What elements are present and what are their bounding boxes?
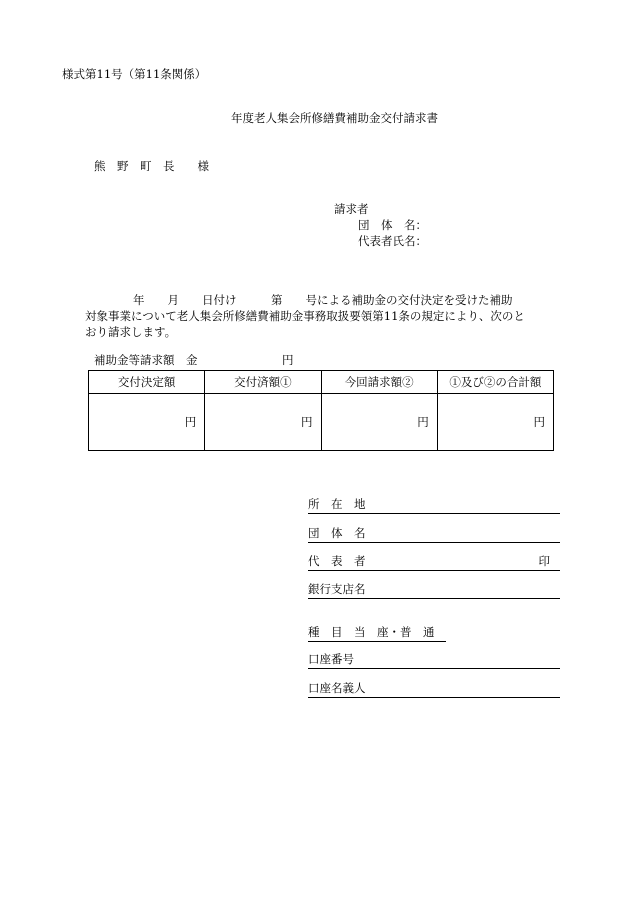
table-header-row bbox=[89, 371, 554, 394]
group-label: 団 体 名 bbox=[308, 526, 366, 540]
request-amount-unit: 円 bbox=[282, 353, 294, 367]
document-title: 年度老人集会所修繕費補助金交付請求書 bbox=[231, 111, 438, 125]
account-type-underline bbox=[308, 641, 446, 642]
requester-heading: 請求者 bbox=[334, 202, 369, 216]
representative-name-label: 代表者氏名： bbox=[358, 234, 427, 248]
representative-field bbox=[308, 554, 560, 571]
table-cell-paid: 円 bbox=[205, 394, 321, 451]
table-header-total: ①及び②の合計額 bbox=[437, 371, 553, 394]
location-label: 所 在 地 bbox=[308, 497, 366, 511]
bank-branch-label: 銀行支店名 bbox=[308, 582, 366, 596]
group-field bbox=[308, 526, 560, 543]
account-holder-field bbox=[308, 681, 560, 698]
table-header-decided: 交付決定額 bbox=[89, 371, 205, 394]
bank-branch-field bbox=[308, 582, 560, 599]
table-cell-total: 円 bbox=[437, 394, 553, 451]
table-cell-current-request: 円 bbox=[321, 394, 437, 451]
account-holder-label: 口座名義人 bbox=[308, 681, 366, 695]
addressee: 熊 野 町 長 様 bbox=[94, 159, 209, 173]
account-number-label: 口座番号 bbox=[308, 652, 354, 666]
amount-table bbox=[88, 370, 554, 451]
body-text-line3: おり請求します。 bbox=[85, 325, 177, 339]
seal-label: 印 bbox=[538, 554, 550, 568]
group-name-label: 団 体 名： bbox=[358, 218, 427, 232]
body-text-line1: 年 月 日付け 第 号による補助金の交付決定を受けた補助 bbox=[133, 293, 513, 307]
request-amount-label: 補助金等請求額 金 bbox=[94, 353, 198, 367]
form-number: 様式第11号（第11条関係） bbox=[62, 67, 207, 81]
table-row bbox=[89, 394, 554, 451]
body-text-line2: 対象事業について老人集会所修繕費補助金事務取扱要領第11条の規定により、次のと bbox=[85, 309, 525, 323]
representative-label: 代 表 者 bbox=[308, 554, 366, 568]
table-header-current-request: 今回請求額② bbox=[321, 371, 437, 394]
location-field bbox=[308, 497, 560, 514]
account-type-label: 種 目 当 座・普 通 bbox=[308, 625, 435, 639]
table-cell-decided: 円 bbox=[89, 394, 205, 451]
account-number-field bbox=[308, 652, 560, 669]
table-header-paid: 交付済額① bbox=[205, 371, 321, 394]
